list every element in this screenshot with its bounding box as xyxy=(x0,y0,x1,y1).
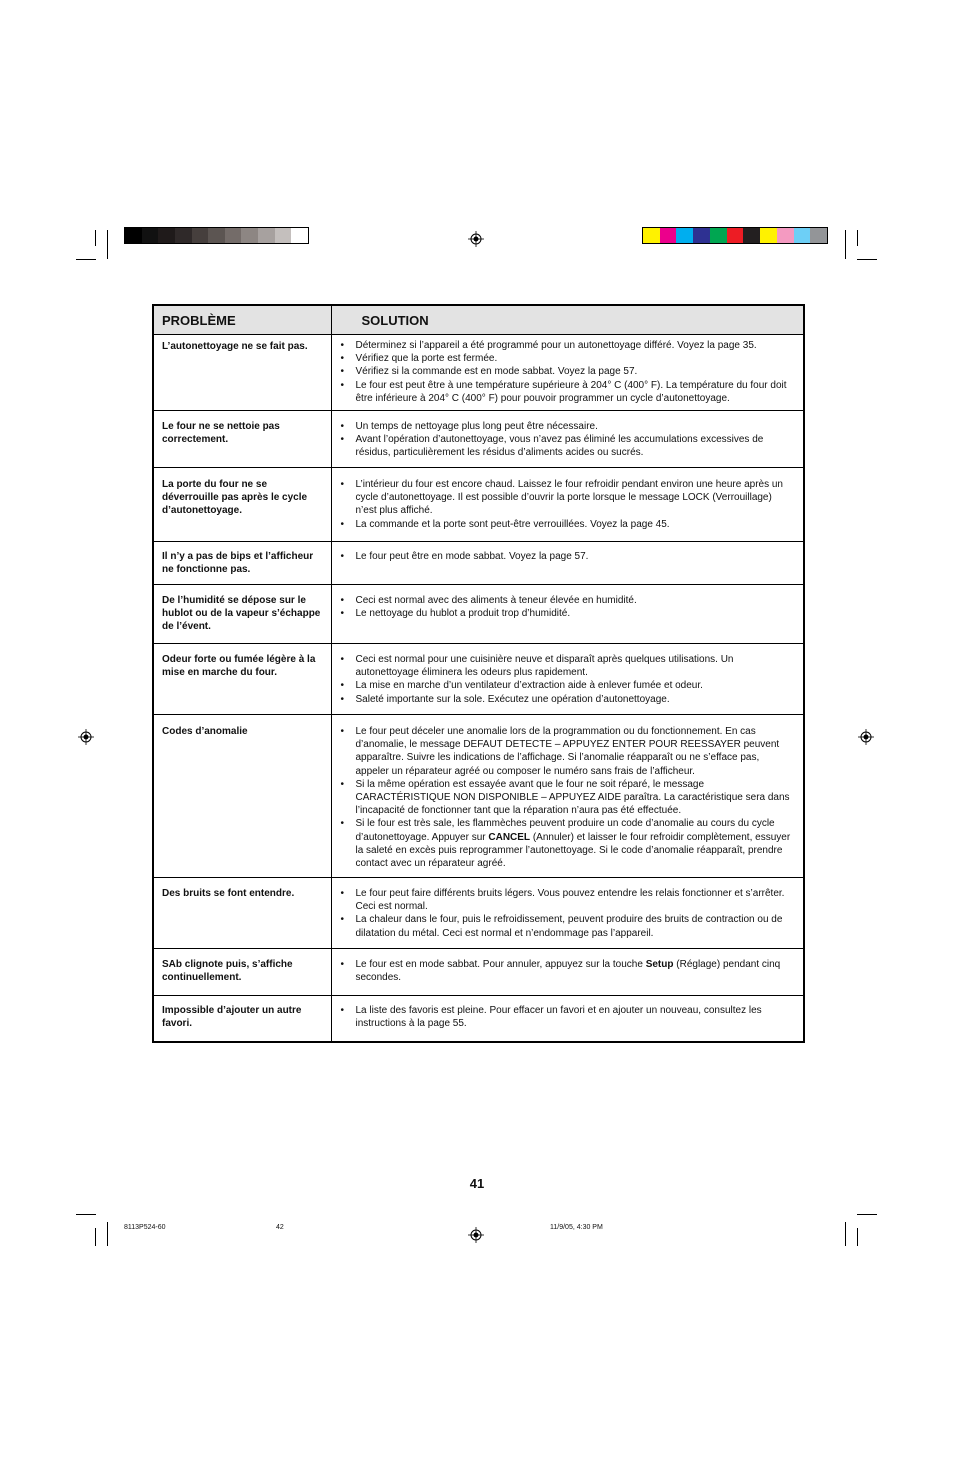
solution-list xyxy=(340,594,794,620)
color-calibration-bar xyxy=(642,227,828,244)
table-row xyxy=(153,585,804,644)
problem-cell: Il n’y a pas de bips et l’afficheur ne fonctionne pas. xyxy=(153,542,331,585)
solution-list xyxy=(340,725,794,870)
solution-item: • Le four est en mode sabbat. Pour annuler, appuyez sur la touche Setup (Réglage) pendant cinq secondes. xyxy=(340,958,794,984)
color-swatch xyxy=(643,228,660,243)
solution-item: • Ceci est normal pour une cuisinière neuve et disparaît après quelques utilisations. Un autonettoyage éliminera les odeurs plus rapidement. xyxy=(340,653,794,679)
registration-mark-icon xyxy=(468,231,484,247)
solution-item: • Le nettoyage du hublot a produit trop d’humidité. xyxy=(340,607,794,620)
solution-item: • La commande et la porte sont peut-être verrouillées. Voyez la page 45. xyxy=(340,518,794,531)
table-row xyxy=(153,644,804,715)
problem-cell: SAb clignote puis, s’affiche continuellement. xyxy=(153,949,331,996)
table-row xyxy=(153,411,804,468)
color-swatch xyxy=(676,228,693,243)
table-row xyxy=(153,715,804,878)
gray-swatch xyxy=(192,228,209,243)
problem-cell: La porte du four ne se déverrouille pas après le cycle d’autonettoyage. xyxy=(153,468,331,542)
registration-mark-icon xyxy=(858,729,874,745)
gray-swatch xyxy=(175,228,192,243)
problem-cell: Codes d’anomalie xyxy=(153,715,331,878)
solution-item: • Déterminez si l’appareil a été programmé pour un autonettoyage différé. Voyez la page 35. xyxy=(340,339,794,352)
solution-list xyxy=(340,550,794,563)
color-swatch xyxy=(693,228,710,243)
problem-cell: De l’humidité se dépose sur le hublot ou de la vapeur s’échappe de l’évent. xyxy=(153,585,331,644)
table-row xyxy=(153,335,804,411)
table-row xyxy=(153,542,804,585)
color-swatch xyxy=(660,228,677,243)
gray-swatch xyxy=(158,228,175,243)
gray-swatch xyxy=(208,228,225,243)
column-header-problem: PROBLÈME xyxy=(153,305,331,335)
troubleshooting-table xyxy=(152,304,805,1043)
registration-mark-icon xyxy=(78,729,94,745)
solution-item: • Ceci est normal avec des aliments à teneur élevée en humidité. xyxy=(340,594,794,607)
color-swatch xyxy=(810,228,827,243)
table-header-row xyxy=(153,305,804,335)
solution-list xyxy=(340,653,794,706)
solution-item: • L’intérieur du four est encore chaud. Laissez le four refroidir pendant environ une heure après un cycle d’autonettoyage. Il est possible d’ouvrir la porte lorsque le message LOCK (Verrouillage) n’est plus affiché. xyxy=(340,478,794,518)
solution-item: • Si la même opération est essayée avant que le four ne soit réparé, le message CARACTÉRISTIQUE NON DISPONIBLE – APPUYEZ AIDE paraîtra. La caractéristique sera dans l’incapacité de fonctionner tant que la réparation n’aura pas été effectuée. xyxy=(340,778,794,818)
problem-cell: Des bruits se font entendre. xyxy=(153,878,331,949)
problem-cell: Impossible d’ajouter un autre favori. xyxy=(153,996,331,1042)
page-number: 41 xyxy=(469,1176,485,1191)
gray-swatch xyxy=(225,228,242,243)
solution-list xyxy=(340,478,794,531)
grayscale-calibration-bar xyxy=(124,227,309,244)
gray-swatch xyxy=(241,228,258,243)
color-swatch xyxy=(710,228,727,243)
table-row xyxy=(153,949,804,996)
table-row xyxy=(153,468,804,542)
solution-item: • Le four peut faire différents bruits légers. Vous pouvez entendre les relais fonctionner et s’arrêter. Ceci est normal. xyxy=(340,887,794,913)
gray-swatch xyxy=(258,228,275,243)
table-row xyxy=(153,878,804,949)
solution-list xyxy=(340,1004,794,1030)
footer-job-code: 8113P524-60 xyxy=(124,1224,166,1231)
setup-key-label: Setup xyxy=(645,959,674,970)
column-header-solution: SOLUTION xyxy=(331,305,804,335)
color-swatch xyxy=(727,228,744,243)
solution-item: • La mise en marche d’un ventilateur d’extraction aide à enlever fumée et odeur. xyxy=(340,679,794,692)
gray-swatch xyxy=(275,228,292,243)
problem-cell: L’autonettoyage ne se fait pas. xyxy=(153,335,331,411)
solution-item: • Vérifiez si la commande est en mode sabbat. Voyez la page 57. xyxy=(340,365,794,378)
problem-cell: Le four ne se nettoie pas correctement. xyxy=(153,411,331,468)
solution-list xyxy=(340,958,794,984)
table-row xyxy=(153,996,804,1042)
footer-timestamp: 11/9/05, 4:30 PM xyxy=(550,1224,603,1231)
solution-item: • Vérifiez que la porte est fermée. xyxy=(340,352,794,365)
problem-cell: Odeur forte ou fumée légère à la mise en marche du four. xyxy=(153,644,331,715)
color-swatch xyxy=(760,228,777,243)
solution-item: • La liste des favoris est pleine. Pour effacer un favori et en ajouter un nouveau, consultez les instructions à la page 55. xyxy=(340,1004,794,1030)
solution-item: • Avant l’opération d’autonettoyage, vous n’avez pas éliminé les accumulations excessives de résidus, particulièrement les résidus d’aliments acides ou sucrés. xyxy=(340,433,794,459)
gray-swatch xyxy=(291,228,308,243)
color-swatch xyxy=(743,228,760,243)
solution-list xyxy=(340,887,794,940)
gray-swatch xyxy=(142,228,159,243)
solution-list xyxy=(340,420,794,460)
solution-item: • Un temps de nettoyage plus long peut être nécessaire. xyxy=(340,420,794,433)
solution-item: • La chaleur dans le four, puis le refroidissement, peuvent produire des bruits de contraction ou de dilatation du métal. Ceci est normal et n’endommage pas l’appareil. xyxy=(340,913,794,939)
cancel-key-label: CANCEL xyxy=(488,831,531,843)
color-swatch xyxy=(777,228,794,243)
footer-sheet-number: 42 xyxy=(276,1224,284,1231)
registration-mark-icon xyxy=(468,1227,484,1243)
solution-list xyxy=(340,339,794,405)
solution-item: • Le four est peut être à une température supérieure à 204° C (400° F). La température du four doit être inférieure à 204° C (400° F) pour pouvoir programmer un cycle d’autonettoyage. xyxy=(340,379,794,405)
color-swatch xyxy=(794,228,811,243)
solution-item: • Si le four est très sale, les flammèches peuvent produire un code d’anomalie au cours du cycle d’autonettoyage. Appuyer sur CANCEL (Annuler) et laisser le four refroidir complètement, essuyer la saleté en excès puis reprogrammer l’autonettoyage. Si le code d’anomalie réapparaît, prendre contact avec un réparateur agréé. xyxy=(340,817,794,870)
solution-item: • Le four peut déceler une anomalie lors de la programmation ou du fonctionnement. En cas d’anomalie, le message DEFAUT DETECTE – APPUYEZ ENTER POUR REESSAYER peuvent apparaître. Suivre les indications de l’affichage. Si l’anomalie réapparaît ou ne s’efface pas, appeler un réparateur agréé ou composer le numéro sans frais de l’afficheur. xyxy=(340,725,794,778)
gray-swatch xyxy=(125,228,142,243)
solution-item: • Le four peut être en mode sabbat. Voyez la page 57. xyxy=(340,550,794,563)
solution-item: • Saleté importante sur la sole. Exécutez une opération d’autonettoyage. xyxy=(340,693,794,706)
